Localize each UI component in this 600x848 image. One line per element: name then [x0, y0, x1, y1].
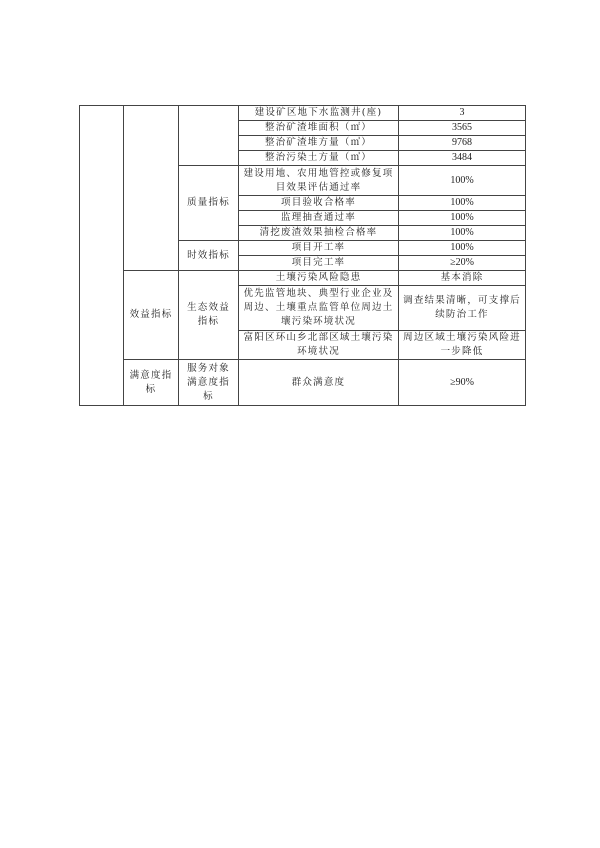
indicator-cell: 优先监管地块、典型行业企业及周边、土壤重点监管单位周边土壤污染环境状况 — [239, 286, 399, 331]
indicator-cell: 建设用地、农用地管控或修复项目效果评估通过率 — [239, 166, 399, 196]
value-cell: 100% — [399, 196, 526, 211]
value-cell: 调查结果清晰，可支撑后续防治工作 — [399, 286, 526, 331]
service-satisfaction-label: 服务对象满意度指标 — [179, 360, 239, 406]
value-cell: 100% — [399, 166, 526, 196]
outer-blank-cell — [80, 106, 124, 406]
value-cell: 3 — [399, 106, 526, 121]
indicator-cell: 建设矿区地下水监测井(座) — [239, 106, 399, 121]
value-cell: 3484 — [399, 151, 526, 166]
benefit-indicator-label: 效益指标 — [124, 271, 179, 360]
quantity-category-blank-cell — [179, 106, 239, 166]
satisfaction-indicator-label: 满意度指标 — [124, 360, 179, 406]
value-cell: 周边区域土壤污染风险进一步降低 — [399, 331, 526, 360]
indicator-cell: 富阳区环山乡北部区域土壤污染环境状况 — [239, 331, 399, 360]
performance-indicator-table — [79, 105, 526, 406]
quality-indicator-label: 质量指标 — [179, 166, 239, 241]
timeliness-indicator-label: 时效指标 — [179, 241, 239, 271]
indicator-cell: 整治矿渣堆面积（㎡） — [239, 121, 399, 136]
indicator-cell: 群众满意度 — [239, 360, 399, 406]
value-cell: 3565 — [399, 121, 526, 136]
value-cell: 100% — [399, 211, 526, 226]
indicator-cell: 整治污染土方量（㎥） — [239, 151, 399, 166]
indicator-cell: 整治矿渣堆方量（㎥） — [239, 136, 399, 151]
indicator-cell: 土壤污染风险隐患 — [239, 271, 399, 286]
value-cell: 基本消除 — [399, 271, 526, 286]
value-cell: 100% — [399, 241, 526, 256]
output-category-blank-cell — [124, 106, 179, 271]
value-cell: ≥20% — [399, 256, 526, 271]
indicator-cell: 清挖废渣效果抽检合格率 — [239, 226, 399, 241]
indicator-cell: 项目验收合格率 — [239, 196, 399, 211]
value-cell: ≥90% — [399, 360, 526, 406]
indicator-cell: 项目完工率 — [239, 256, 399, 271]
value-cell: 100% — [399, 226, 526, 241]
indicator-cell: 项目开工率 — [239, 241, 399, 256]
value-cell: 9768 — [399, 136, 526, 151]
ecological-benefit-label: 生态效益指标 — [179, 271, 239, 360]
indicator-cell: 监理抽查通过率 — [239, 211, 399, 226]
